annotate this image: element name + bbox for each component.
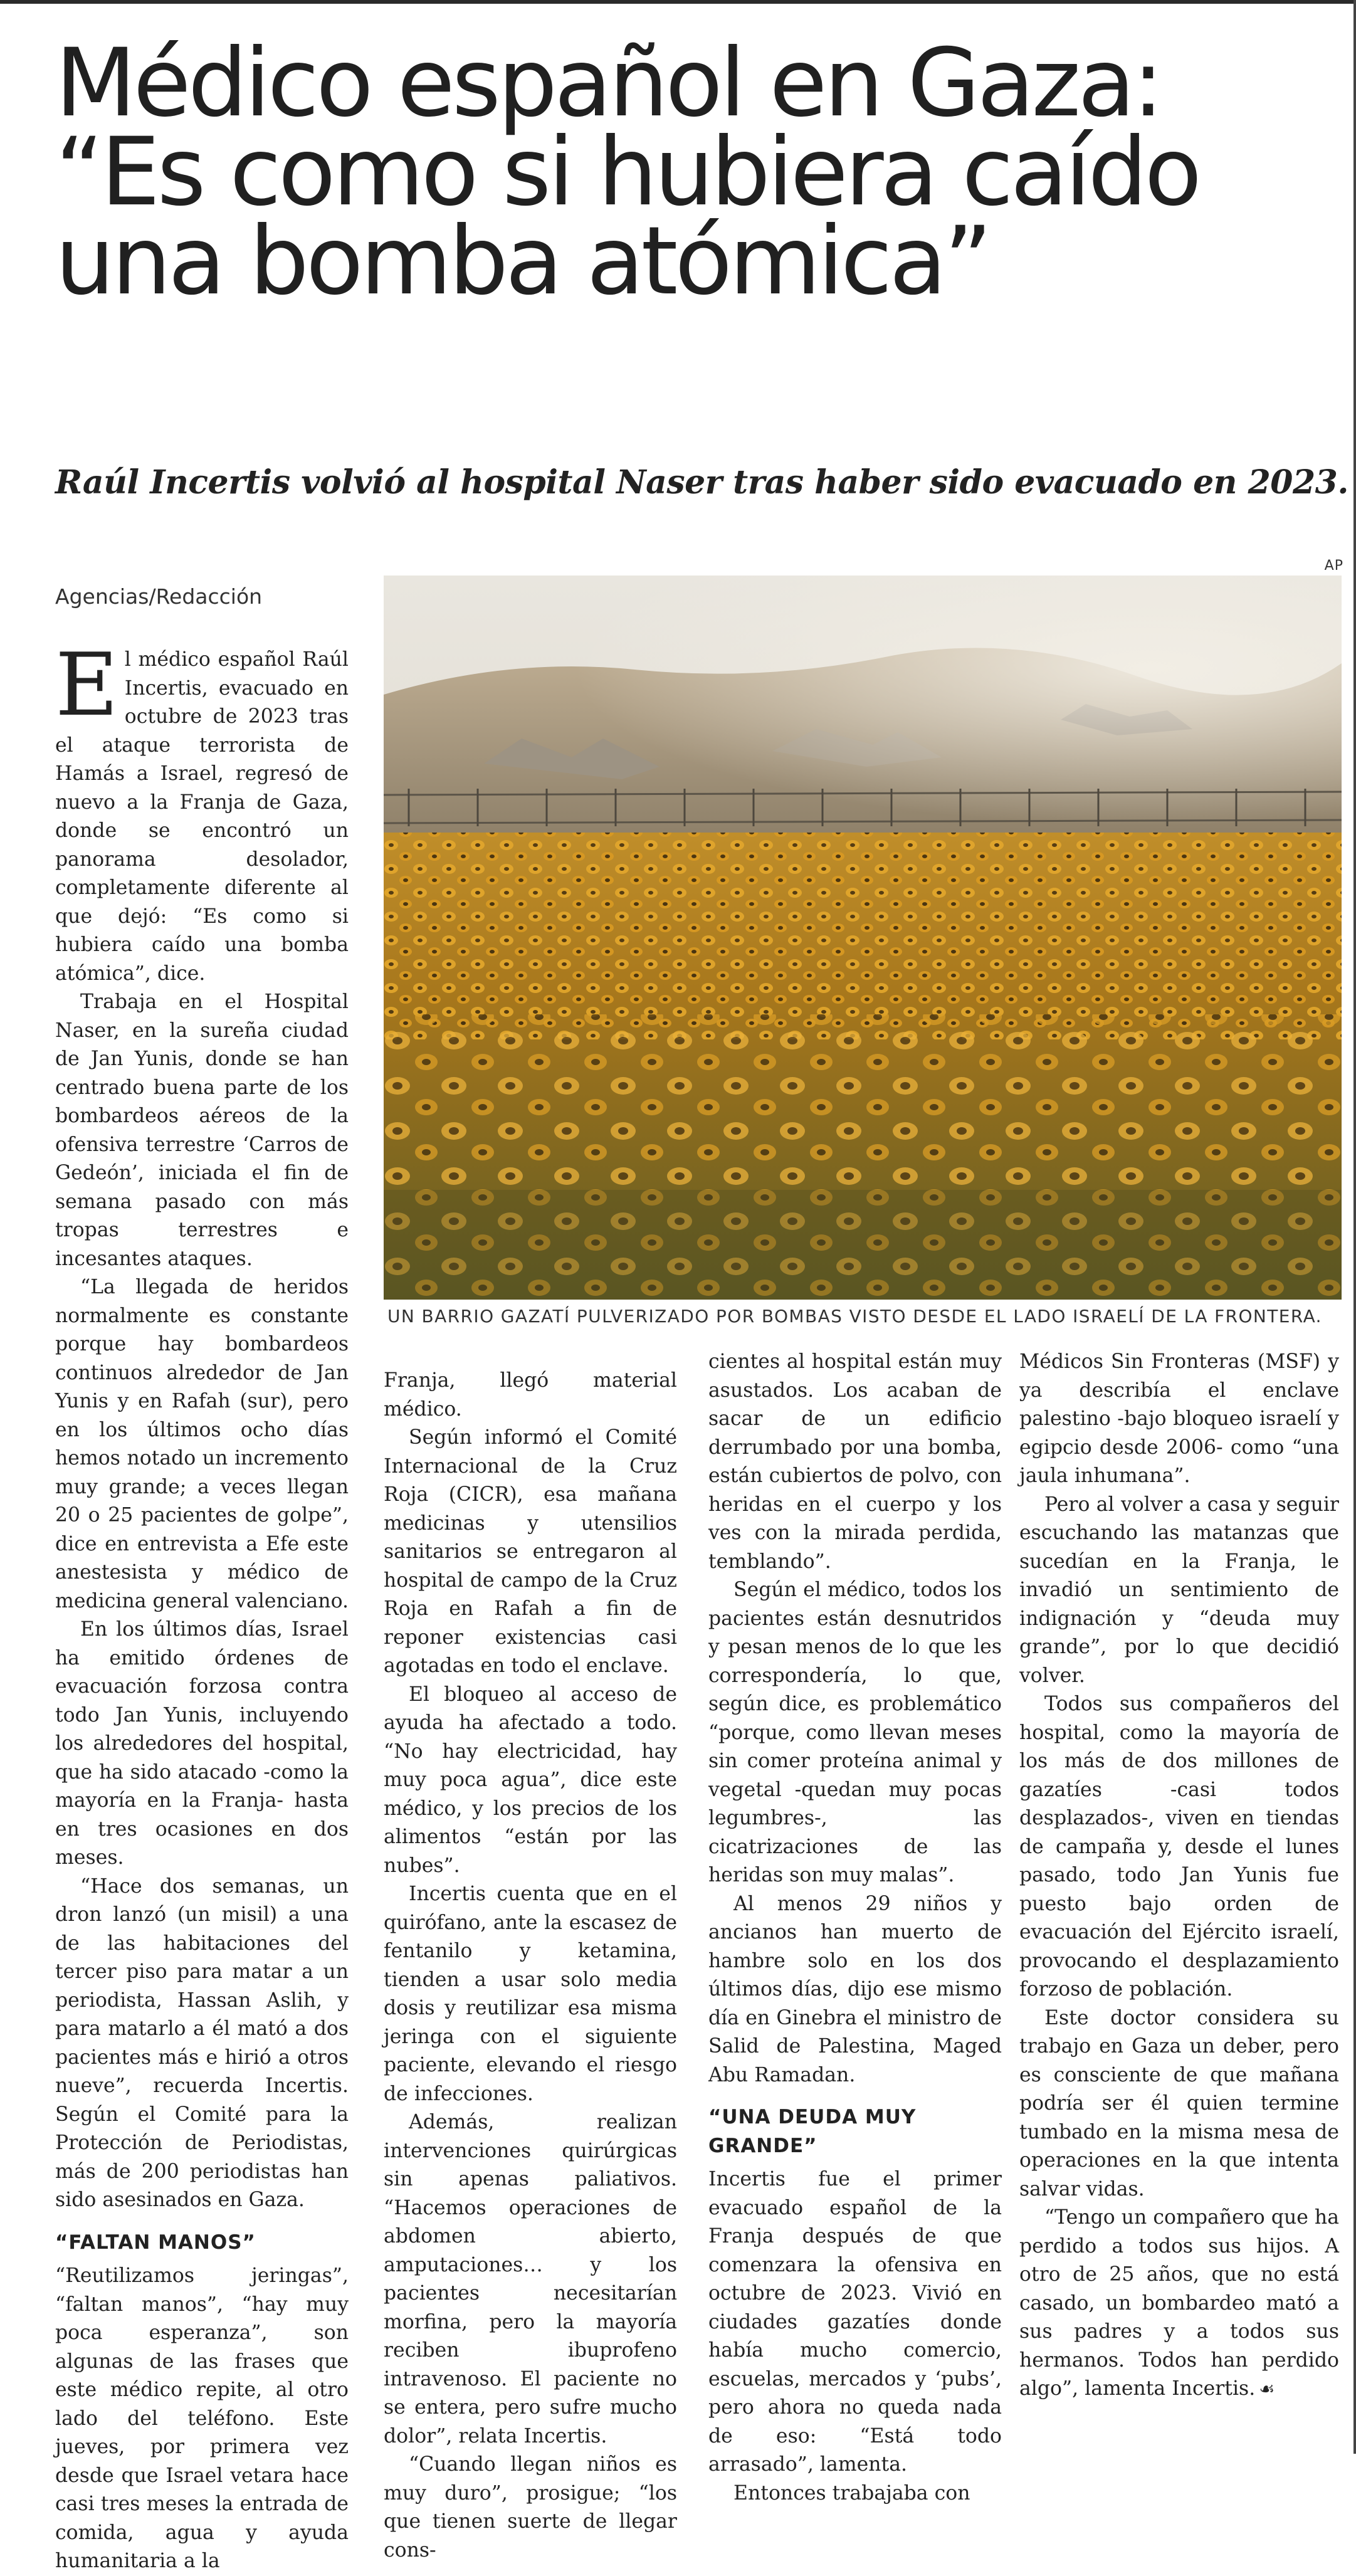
paragraph: Franja, llegó material médico.: [384, 1369, 677, 1421]
paragraph: Además, realizan intervenciones quirúrgicas sin apenas paliativos. “Hacemos operaciones de abdomen abierto, amputaciones… y los pacientes necesitarían morfina, pero la mayoría reciben ibuprofeno intravenoso. El paciente no se entera, pero sufre mucho dolor”, relata Incertis.: [384, 2111, 677, 2447]
headline: [55, 29, 1322, 316]
paragraph-text: l médico español Raúl Incertis, evacuado en octubre de 2023 tras el ataque terrorista de Hamás a Israel, regresó de nuevo a la Franja de Gaza, donde se encontró un panorama desolador, completamente diferente al que dejó: “Es como si hubiera caído una bomba atómica”, dice.: [55, 648, 349, 985]
paragraph: cientes al hospital están muy asustados. Los acaban de sacar de un edificio derrumbado por una bomba, están cubiertos de polvo, con heridas en el cuerpo y los ves con la mirada perdida, temblando”.: [708, 1350, 1002, 1573]
article-photo: [384, 576, 1342, 1300]
paragraph: Trabaja en el Hospital Naser, en la sureña ciudad de Jan Yunis, donde se han centrado buena parte de los bombardeos aéreos de la ofensiva terrestre ‘Carros de Gedeón’, iniciada el fin de semana pasado con más tropas terrestres e incesantes ataques.: [55, 991, 349, 1270]
end-mark-icon: ☙: [1259, 2379, 1275, 2399]
photo-credit: AP: [1324, 558, 1343, 574]
text-column-1: [55, 634, 349, 2576]
headline-line-2: “Es como si hubiera caído: [55, 118, 1199, 227]
paragraph: [55, 634, 349, 988]
byline: Agencias/Redacción: [55, 584, 263, 609]
paragraph: Médicos Sin Fronteras (MSF) y ya describía el enclave palestino -bajo bloqueo israelí y egipcio desde 2006- como “una jaula inhumana”.: [1019, 1350, 1339, 1487]
drop-cap: E: [55, 634, 118, 735]
paragraph-text: “Tengo un compañero que ha perdido a todos sus hijos. A otro de 25 años, que no está casado, un bombardeo mató a sus padres y a todos sus hermanos. Todos han perdido algo”, lamenta Incertis.: [1019, 2206, 1339, 2400]
section-subhead: “FALTAN MANOS”: [55, 2231, 256, 2254]
text-column-3: [708, 1348, 1002, 2508]
paragraph: Entonces trabajaba con: [733, 2481, 970, 2505]
headline-line-3: una bomba atómica”: [55, 207, 990, 316]
headline-line-1: Médico español en Gaza:: [55, 29, 1161, 138]
paragraph: “Cuando llegan niños es muy duro”, prosigue; “los que tienen suerte de llegar cons-: [384, 2453, 677, 2562]
paragraph: [1019, 2204, 1339, 2404]
text-column-4: [1019, 1348, 1339, 2404]
paragraph: Pero al volver a casa y seguir escuchando las matanzas que sucedían en la Franja, le invadió un sentimiento de indignación y “deuda muy grande”, por lo que decidió volver.: [1019, 1493, 1339, 1687]
photo-caption: UN BARRIO GAZATÍ PULVERIZADO POR BOMBAS VISTO DESDE EL LADO ISRAELÍ DE LA FRONTERA.: [387, 1306, 1322, 1327]
paragraph: En los últimos días, Israel ha emitido órdenes de evacuación forzosa contra todo Jan Yunis, incluyendo los alrededores del hospital, que ha sido atacado -como la mayoría en la Franja- hasta en tres ocasiones en dos meses.: [55, 1618, 349, 1869]
subheadline: Raúl Incertis volvió al hospital Naser tras haber sido evacuado en 2023.: [55, 463, 1348, 502]
top-rule: [0, 0, 1356, 4]
paragraph: “Hace dos semanas, un dron lanzó (un misil) a una de las habitaciones del tercer piso para matar a un periodista, Hassan Aslih, y para matarlo a él mató a dos pacientes más e hirió a otros nueve”, recuerda Incertis. Según el Comité para la Protección de Periodistas, más de 200 periodistas han sido asesinados en Gaza.: [55, 1874, 349, 2211]
paragraph: Este doctor considera su trabajo en Gaza un deber, pero es consciente de que mañana podría ser él quien termine tumbado en la misma mesa de operaciones en la que intenta salvar vidas.: [1019, 2006, 1339, 2200]
paragraph: Al menos 29 niños y ancianos han muerto de hambre solo en los dos últimos días, dijo ese mismo día en Ginebra el ministro de Salid de Palestina, Maged Abu Ramadan.: [708, 1892, 1002, 2086]
section-subhead: “UNA DEUDA MUY GRANDE”: [708, 2106, 917, 2157]
sunflower-field-photo: [384, 576, 1342, 1300]
paragraph: Según informó el Comité Internacional de la Cruz Roja (CICR), esa mañana medicinas y utensilios sanitarios se entregaron al hospital de campo de la Cruz Roja en Rafah a fin de reponer existencias casi agotadas en todo el enclave.: [384, 1426, 677, 1677]
paragraph: Incertis fue el primer evacuado español de la Franja después de que comenzara la ofensiva en octubre de 2023. Vivió en ciudades gazatíes donde había mucho comercio, escuelas, mercados y ‘pubs’, pero ahora no queda nada de eso: “Está todo arrasado”, lamenta.: [708, 2168, 1002, 2476]
text-column-2: [384, 1367, 677, 2565]
paragraph: Incertis cuenta que en el quirófano, ante la escasez de fentanilo y ketamina, tienden a usar solo media dosis y reutilizar esa misma jeringa con el siguiente paciente, elevando el riesgo de infecciones.: [384, 1883, 677, 2105]
page-edge-rule: [1353, 0, 1356, 2454]
paragraph: Según el médico, todos los pacientes están desnutridos y pesan menos de lo que les correspondería, lo que, según dice, es problemático “porque, como llevan meses sin comer proteína animal y vegetal -quedan muy pocas legumbres-, las cicatrizaciones de las heridas son muy malas”.: [708, 1579, 1002, 1886]
paragraph: El bloqueo al acceso de ayuda ha afectado a todo. “No hay electricidad, hay muy poca agua”, dice este médico, y los precios de los alimentos “están por las nubes”.: [384, 1683, 677, 1877]
paragraph: “La llegada de heridos normalmente es constante porque hay bombardeos continuos alrededor de Jan Yunis y en Rafah (sur), pero en los últimos ocho días hemos notado un incremento muy grande; a veces llegan 20 o 25 pacientes de golpe”, dice en entrevista a Efe este anestesista y médico de medicina general valenciano.: [55, 1276, 349, 1612]
paragraph: “Reutilizamos jeringas”, “faltan manos”, “hay muy poca esperanza”, son algunas de las frases que este médico repite, al otro lado del teléfono. Este jueves, por primera vez desde que Israel vetara hace casi tres meses la entrada de comida, agua y ayuda humanitaria a la: [55, 2264, 349, 2572]
paragraph: Todos sus compañeros del hospital, como la mayoría de los más de dos millones de gazatíes -casi todos desplazados-, viven en tiendas de campaña y, desde el lunes pasado, todo Jan Yunis fue puesto bajo orden de evacuación del Ejército israelí, provocando el desplazamiento forzoso de población.: [1019, 1693, 1339, 2000]
